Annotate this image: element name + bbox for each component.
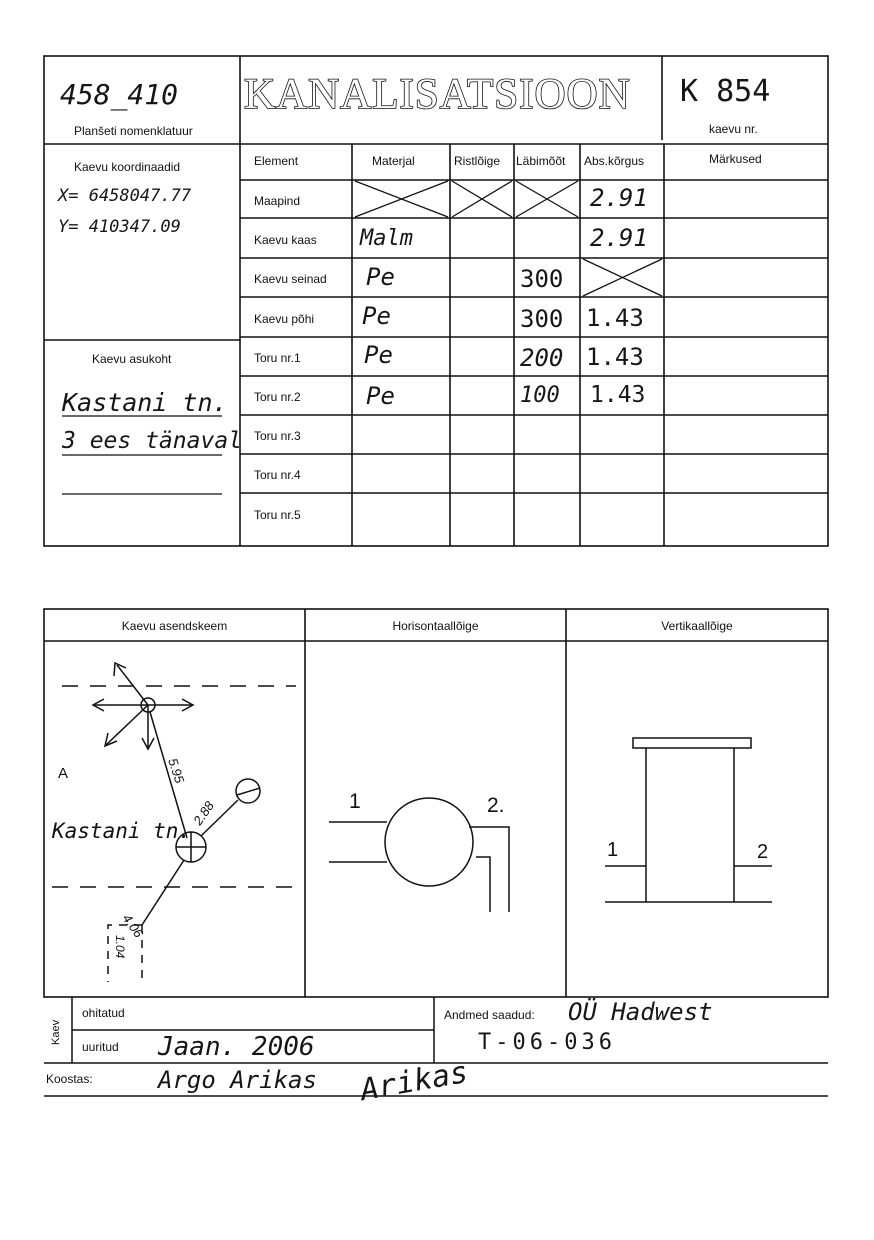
table-row-element: Kaevu põhi [254,312,315,326]
footer-row2-label: uuritud [82,1040,119,1054]
table-row-element: Kaevu kaas [254,233,317,247]
form-title: KANALISATSIOON [244,71,631,118]
coord-x: X= 6458047.77 [58,186,192,206]
author-signature: Arikas [357,1054,471,1109]
table-row-element: Toru nr.1 [254,351,301,365]
table-cell-diameter: 300 [520,305,564,333]
location-label: Kaevu asukoht [92,352,172,366]
v-pipe-1-label: 1 [607,839,619,861]
table-row-element: Toru nr.4 [254,468,301,482]
table-cell-diameter: 300 [520,265,564,293]
data-source-code: T-06-036 [478,1030,616,1055]
vertical-section [605,738,772,902]
panel-title-vertical: Vertikaallõige [661,619,733,633]
well-label: kaevu nr. [709,122,758,136]
horizontal-section [329,798,509,912]
street-label: Kastani tn. [52,819,192,843]
coords-label: Kaevu koordinaadid [74,160,181,174]
panel-title-horizontal: Horisontaallõige [392,619,479,633]
h-pipe-1-label: 1 [349,790,361,813]
author-name: Argo Arikas [158,1066,317,1094]
location-line1: Kastani tn. [62,388,228,417]
table-cell-diameter: 200 [520,344,564,372]
h-pipe-2-label: 2. [487,794,505,817]
table-cell-height: 1.43 [586,343,644,371]
coord-y: Y= 410347.09 [58,217,181,237]
table-row-element: Kaevu seinad [254,272,327,286]
table-cell-material: Pe [366,263,395,291]
footer-row2-value: Jaan. 2006 [158,1032,315,1062]
col-header-diameter: Läbimõõt [516,154,566,168]
location-line2: 3 ees tänaval [62,428,243,454]
data-source-company: OÜ Hadwest [568,998,713,1026]
plan-number: 458_410 [60,78,179,111]
col-header-notes: Märkused [709,152,762,166]
table-row-element: Toru nr.5 [254,508,301,522]
author-label: Koostas: [46,1072,93,1086]
table-row-element: Toru nr.3 [254,429,301,443]
table-row-element: Maapind [254,194,301,208]
dimension-2-88: 2.88 [190,798,217,828]
table-cell-diameter: 100 [520,383,560,408]
table-cell-height: 2.91 [590,224,648,252]
well-number: K 854 [680,74,771,109]
table-cell-height: 1.43 [586,304,644,332]
footer-row1-label: ohitatud [82,1006,125,1020]
table-cell-material: Pe [364,341,393,369]
dimension-5-95: 5.95 [165,756,188,786]
plan-label: Planšeti nomenklatuur [74,124,193,138]
footer-side-label: Kaev [50,1019,62,1045]
point-a-label: A [58,765,69,782]
table-cell-material: Pe [362,302,391,330]
dimension-4-06: 4.06 [119,911,147,941]
table-cell-height: 2.91 [590,184,648,212]
v-pipe-2-label: 2 [757,841,769,863]
table-cell-material: Pe [366,382,395,410]
table-cell-height: 1.43 [590,382,646,408]
col-header-height: Abs.kõrgus [584,154,645,168]
table-cell-material: Malm [360,226,413,251]
data-source-label: Andmed saadud: [444,1008,535,1022]
dimension-1-04: 1.04 [113,935,127,959]
col-header-element: Element [254,154,299,168]
col-header-material: Materjal [372,154,415,168]
panel-title-position: Kaevu asendskeem [121,619,228,633]
col-header-cross-section: Ristlõige [454,154,501,168]
table-row-element: Toru nr.2 [254,390,301,404]
